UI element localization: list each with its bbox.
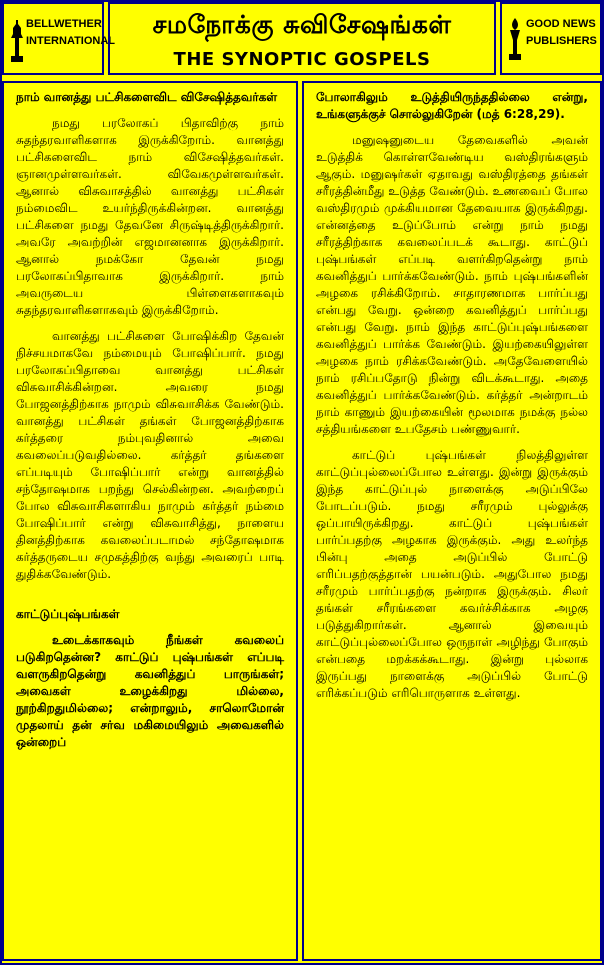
body-paragraph: காட்டுப் புஷ்பங்கள் நிலத்திலுள்ள காட்டுப்புல்லைப்போல உள்ளது. இன்று இருக்கும் இந்த காட்டுப்புல் நாளைக்கு அடுப்பிலே போடப்படும். நமது சரீரமும் புல்லுக்கு ஒப்பாயிருக்கிறது. காட்டுப் புஷ்பங்கள் பார்ப்பதற்கு அழகாக இருக்கும். அது உலர்ந்த பின்பு அதை அடுப்பில் போட்டு எரிப்பதற்குத்தான் பயன்படும். அதுபோல நமது சரீரமும் பார்ப்பதற்கு நன்றாக இருக்கும். சிலர் தங்கள் சரீரங்களை கவர்ச்சிக்காக அழகு படுத்துகிறார்கள். ஆனால் இவையும் காட்டுப்புல்லைப்போல ஒருநாள் அழிந்து போகும் என்பதை மறக்கக்கூடாது. இன்று புல்லாக இருப்பது நாளைக்கு அடுப்பில் போட்டு எரிக்கப்படும் எரிபொருளாக உள்ளது. <box>316 448 588 700</box>
bell-icon <box>10 20 24 62</box>
section-heading: நாம் வானத்து பட்சிகளைவிட விசேஷித்தவர்கள் <box>16 90 278 104</box>
good-news-logo-text: GOOD NEWS PUBLISHERS <box>526 18 597 47</box>
bellwether-logo <box>2 2 116 75</box>
scripture-verse-continued: போலாகிலும் உடுத்தியிருந்ததில்லை என்று, உங்களுக்குச் சொல்லுகிறேன் (மத் 6:28,29). <box>316 90 588 121</box>
page-header <box>0 0 604 79</box>
right-column <box>302 81 602 961</box>
body-paragraph: நமது பரலோகப் பிதாவிற்கு நாம் சுதந்தரவாளிகளாக இருக்கிறோம். வானத்து பட்சிகளைவிட நாம் விசேஷித்தவர்கள். ஞானமுள்ளவர்கள். விவேகமுள்ளவர்கள். ஆனால் விசுவாசத்தில் வானத்து பட்சிகள் நம்மைவிட உயர்ந்திருக்கின்றன. வானத்து பட்சிகளை நமது தேவனே சிருஷ்டித்திருக்கிறார். அவரே அவற்றின் எஜமானனாக இருக்கிறார். ஆனால் நமக்கோ தேவன் நமது பரலோகப்பிதாவாக இருக்கிறார். நாம் அவருடைய பிள்ளைகளாகவும் சுதந்தரவாளிகளாகவும் இருக்கிறோம். <box>16 116 284 317</box>
body-paragraph: மனுஷனுடைய தேவைகளில் அவன் உடுத்திக் கொள்ளவேண்டிய வஸ்திரங்களும் ஆகும். மனுஷர்கள் ஏதாவது வஸ்திரத்தை தங்கள் சரீரத்தின்மீது உடுத்த வேண்டும். உணவைப் போல வஸ்திரமும் முக்கியமான தேவையாக இருக்கிறது. என்னத்தை உடுப்போம் என்று நாம் நமது சரீரத்திற்காக கவலைப்படக் கூடாது. காட்டுப் புஷ்பங்கள் எப்படி வளர்கிறதென்று நாம் கவனித்துப் பார்க்கவேண்டும். நாம் புஷ்பங்களின் அழகை ரசிக்கிறோம். சாதாரணமாக பார்ப்பது என்பது வேறு. ஒன்றை கவனித்துப் பார்ப்பது என்பது வேறு. நாம் இந்த காட்டுப்புஷ்பங்களை கவனித்துப் பார்க்க வேண்டும். இயற்கையிலுள்ள அழகை நாம் ரசிக்கவேண்டும். அதேவேளையில் நாம் ரசிப்பதோடு நின்று விடக்கூடாது. அதை கவனித்துப் பார்க்கவேண்டும். கர்த்தர் அன்றாடம் நாம் காணும் இயற்கையின் மூலமாக நமக்கு நல்ல சத்தியங்களை உபதேசம் பண்ணுவார். <box>316 133 588 436</box>
good-news-logo <box>500 2 602 75</box>
left-column <box>2 81 298 961</box>
torch-icon <box>508 18 522 60</box>
scripture-verse: உடைக்காகவும் நீங்கள் கவலைப் படுகிறதென்ன? காட்டுப் புஷ்பங்கள் எப்படி வளருகிறதென்று கவனித்துப் பாருங்கள்; அவைகள் உழைக்கிறது மில்லை, நூற்கிறதுமில்லை; என்றாலும், சாலொமோன் முதலாய் தன் சர்வ மகிமையிலும் அவைகளில் ஒன்றைப் <box>16 633 284 749</box>
section-heading: காட்டுப்புஷ்பங்கள் <box>16 607 120 621</box>
title-block <box>108 2 496 75</box>
title-tamil: சமநோக்கு சுவிசேஷங்கள் <box>152 10 452 39</box>
bellwether-logo-text: BELLWETHER INTERNATIONAL <box>26 18 116 47</box>
title-english: THE SYNOPTIC GOSPELS <box>173 49 431 70</box>
body-paragraph: வானத்து பட்சிகளை போஷிக்கிற தேவன் நிச்சயமாகவே நம்மையும் போஷிப்பார். நமது பரலோகப்பிதாவை வானத்து பட்சிகள் விசுவாசிக்கின்றன. அவரை நமது போஜனத்திற்காக நாமும் விசுவாசிக்க வேண்டும். வானத்து பட்சிகள் தங்கள் போஜனத்திற்காக கர்த்தரை நம்புவதினால் அவை கவலைப்படுவதில்லை. கர்த்தர் தங்களை எப்படியும் போஷிப்பார் என்று வானத்தில் சந்தோஷமாக பறந்து செல்கின்றன. அவற்றைப் போல விசுவாசிகளாகிய நாமும் கர்த்தர் நம்மை போஷிப்பார் என்று விசுவாசித்து, நாளைய தினத்திற்காக கவலைப்படாமல் சந்தோஷமாக கர்த்தருடைய சமுகத்திற்கு வந்து அவரைப் பாடி துதிக்கவேண்டும். <box>16 329 284 581</box>
